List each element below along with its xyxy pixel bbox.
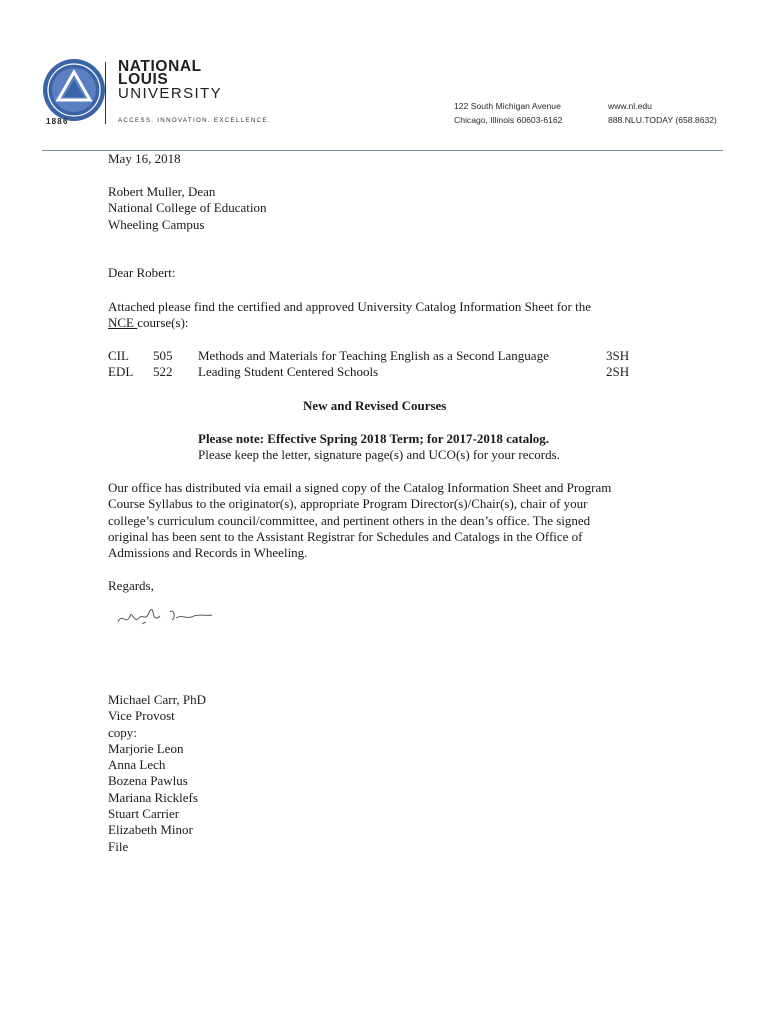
wordmark-line-louis: LOUIS xyxy=(118,71,169,88)
signer-title: Vice Provost xyxy=(108,708,175,724)
logo-divider xyxy=(105,62,106,124)
course-credits: 3SH xyxy=(606,348,630,363)
copy-recipient: Bozena Pawlus xyxy=(108,773,188,789)
address-street: 122 South Michigan Avenue xyxy=(454,101,561,111)
course-subject: EDL xyxy=(108,364,134,380)
address-city: Chicago, Illinois 60603-6162 xyxy=(454,114,563,125)
course-list xyxy=(108,348,648,381)
copy-recipient: Mariana Ricklefs xyxy=(108,789,198,805)
paragraph-line: college’s curriculum council/committee, and pertinent others in the dean’s office. The signed xyxy=(108,512,591,528)
course-number: 505 xyxy=(153,348,173,363)
copy-recipient: Anna Lech xyxy=(108,757,166,773)
course-row xyxy=(108,364,648,380)
signature-block xyxy=(108,692,206,855)
course-title: Leading Student Centered Schools xyxy=(198,364,379,380)
intro-rest: course(s): xyxy=(137,315,189,331)
letterhead xyxy=(0,0,770,160)
course-number: 522 xyxy=(153,364,173,380)
copy-recipient: Stuart Carrier xyxy=(108,806,180,822)
copy-recipient: Marjorie Leon xyxy=(108,740,184,756)
course-row xyxy=(108,348,648,364)
letter-date: May 16, 2018 xyxy=(108,151,181,166)
wordmark-line-national: NATIONAL xyxy=(118,58,202,75)
distribution-paragraph xyxy=(108,480,611,561)
records-note: Please keep the letter, signature page(s) and UCO(s) for your records. xyxy=(198,447,560,462)
signer-name: Michael Carr, PhD xyxy=(108,692,207,707)
paragraph-line: original has been sent to the Assistant Registrar for Schedules and Catalogs in the Office of xyxy=(108,528,583,544)
copy-recipient: Elizabeth Minor xyxy=(108,822,193,838)
contact-info xyxy=(608,100,717,127)
recipient-block xyxy=(108,184,266,233)
paragraph-line: Our office has distributed via email a signed copy of the Catalog Information Sheet and Program xyxy=(108,480,612,495)
handwritten-signature xyxy=(112,598,222,634)
university-wordmark xyxy=(118,60,222,101)
course-subject: CIL xyxy=(108,348,129,363)
copy-recipient: File xyxy=(108,838,129,854)
recipient-name: Robert Muller, Dean xyxy=(108,184,216,199)
nce-abbrev: NCE xyxy=(108,315,138,331)
paragraph-line: Admissions and Records in Wheeling. xyxy=(108,545,308,561)
tagline: ACCESS. INNOVATION. EXCELLENCE. xyxy=(118,117,271,124)
intro-paragraph xyxy=(108,299,591,332)
mailing-address xyxy=(454,100,562,127)
website-link[interactable]: www.nl.edu xyxy=(608,101,652,111)
paragraph-line: Course Syllabus to the originator(s), appropriate Program Director(s)/Chair(s), chair of your xyxy=(108,496,588,512)
wordmark-line-university: UNIVERSITY xyxy=(118,85,223,102)
recipient-campus: Wheeling Campus xyxy=(108,216,205,232)
course-credits: 2SH xyxy=(606,364,630,380)
intro-line: Attached please find the certified and approved University Catalog Information Sheet for the xyxy=(108,299,591,314)
phone-number: 888.NLU.TODAY (658.8632) xyxy=(608,114,717,125)
effective-note: Please note: Effective Spring 2018 Term; for 2017-2018 catalog. xyxy=(198,431,550,446)
university-seal-logo xyxy=(42,58,106,122)
recipient-college: National College of Education xyxy=(108,200,267,216)
intro-line-2 xyxy=(108,315,591,331)
founding-year: 1886 xyxy=(46,117,69,126)
course-title: Methods and Materials for Teaching English as a Second Language xyxy=(198,348,549,363)
salutation: Dear Robert: xyxy=(108,265,176,280)
closing: Regards, xyxy=(108,578,154,593)
section-heading: New and Revised Courses xyxy=(303,398,447,413)
copy-label: copy: xyxy=(108,724,137,740)
